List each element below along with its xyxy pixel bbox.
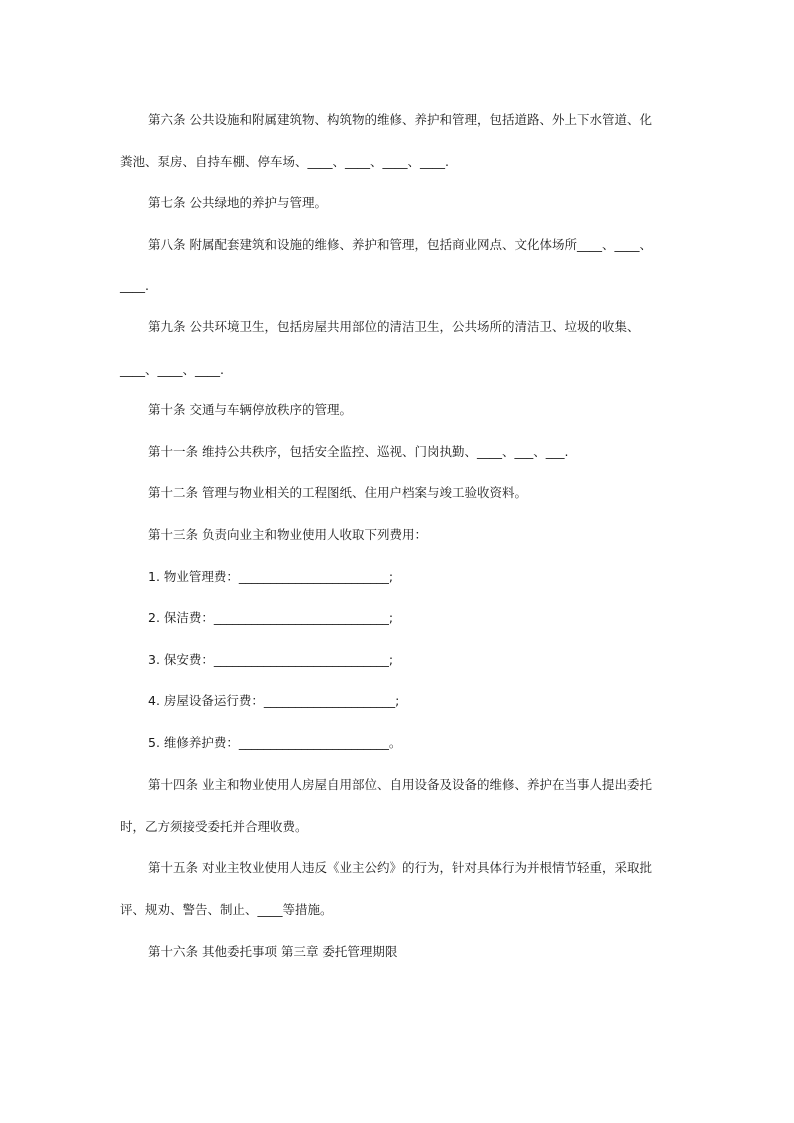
fee-item-3: 3. 保安费：____________________________;	[148, 652, 394, 667]
article-14-line2: 时，乙方须接受委托并合理收费。	[120, 819, 308, 834]
article-9-line2: ____、____、____.	[120, 362, 224, 377]
article-15-line2: 评、规劝、警告、制止、____等措施。	[120, 902, 333, 917]
fee-item-4: 4. 房屋设备运行费：_____________________;	[148, 693, 400, 708]
article-16: 第十六条 其他委托事项 第三章 委托管理期限	[148, 944, 398, 959]
article-11: 第十一条 维持公共秩序，包括安全监控、巡视、门岗执勤、____、___、___.	[148, 444, 569, 459]
article-12: 第十二条 管理与物业相关的工程图纸、住用户档案与竣工验收资料。	[148, 485, 527, 500]
article-8-line1: 第八条 附属配套建筑和设施的维修、养护和管理，包括商业网点、文化体场所____、____、	[148, 237, 652, 252]
article-6-line2: 粪池、泵房、自持车棚、停车场、____、____、____、____.	[120, 154, 449, 169]
article-7: 第七条 公共绿地的养护与管理。	[148, 195, 327, 210]
article-6-line1: 第六条 公共设施和附属建筑物、构筑物的维修、养护和管理，包括道路、外上下水管道、化	[148, 112, 652, 127]
article-9-line1: 第九条 公共环境卫生，包括房屋共用部位的清洁卫生，公共场所的清洁卫、垃圾的收集、	[148, 319, 640, 334]
article-10: 第十条 交通与车辆停放秩序的管理。	[148, 402, 352, 417]
article-15-line1: 第十五条 对业主牧业使用人违反《业主公约》的行为，针对具体行为并根情节轻重，采取批	[148, 860, 652, 875]
fee-item-5: 5. 维修养护费：________________________。	[148, 735, 402, 750]
fee-item-2: 2. 保洁费：____________________________;	[148, 610, 394, 625]
article-13: 第十三条 负责向业主和物业使用人收取下列费用：	[148, 527, 427, 542]
fee-item-1: 1. 物业管理费：________________________;	[148, 569, 394, 584]
article-14-line1: 第十四条 业主和物业使用人房屋自用部位、自用设备及设备的维修、养护在当事人提出委托	[148, 777, 652, 792]
article-8-line2: ____.	[120, 278, 149, 293]
